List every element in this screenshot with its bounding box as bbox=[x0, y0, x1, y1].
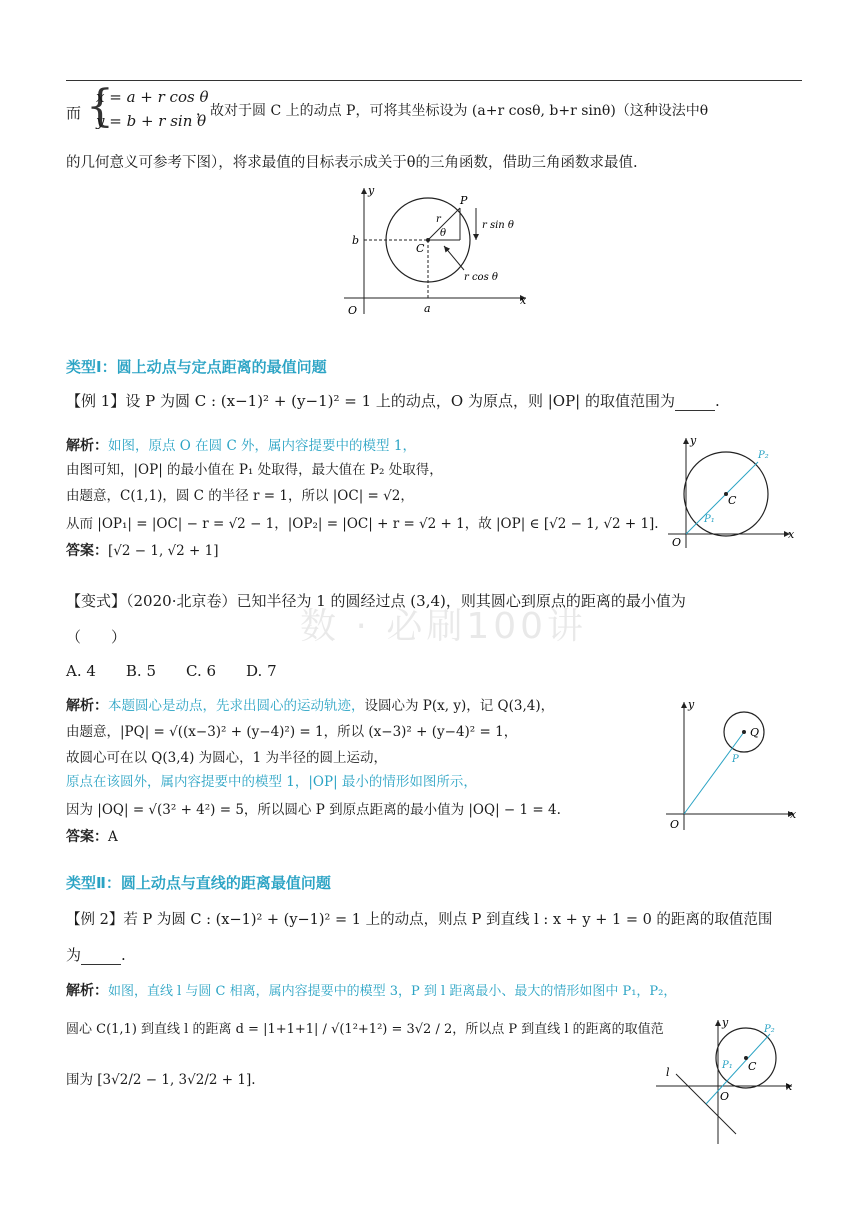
watermark: 数 · 必刷100讲 bbox=[300, 606, 588, 647]
sol2-line1 bbox=[66, 694, 554, 715]
sol3-line3: 围为 [3√2/2 − 1, 3√2/2 + 1]. bbox=[66, 1072, 256, 1088]
sol1-text1: 如图，原点 O 在圆 C 外，属内容提要中的模型 1， bbox=[108, 438, 416, 454]
top-rule bbox=[66, 80, 802, 81]
fig4-p1: P₁ bbox=[722, 1060, 733, 1071]
answer-blank bbox=[675, 392, 715, 411]
fig4-c: C bbox=[748, 1060, 757, 1073]
fig1-theta: θ bbox=[440, 228, 447, 239]
sol2-line2: 由题意，|PQ| = √((x−3)² + (y−4)²) = 1，所以 (x−3)² + (y−4)² = 1， bbox=[66, 724, 518, 740]
sol2-line3: 故圆心可在以 Q(3,4) 为圆心，1 为半径的圆上运动， bbox=[66, 750, 388, 766]
example2-text: 若 P 为圆 C : (x−1)² + (y−1)² = 1 上的动点，则点 P 到直线 l : x + y + 1 = 0 的距离的取值范围 bbox=[123, 912, 773, 928]
fig2-p1: P₁ bbox=[704, 514, 715, 525]
fig3-p: P bbox=[732, 754, 739, 765]
fig2-y: y bbox=[690, 434, 697, 447]
ans1 bbox=[66, 540, 218, 560]
parametric-figure bbox=[336, 184, 536, 324]
example1-tag: 【例 1】 bbox=[66, 392, 126, 410]
sol2-line4: 原点在该圆外，属内容提要中的模型 1，|OP| 最小的情形如图所示， bbox=[66, 774, 477, 790]
ans2-value: A bbox=[108, 829, 118, 845]
sol3-line2: 圆心 C(1,1) 到直线 l 的距离 d = |1+1+1| / √(1²+1²) = 3√2 / 2，所以点 P 到直线 l 的距离的取值范 bbox=[66, 1022, 664, 1037]
intro-prefix: 而 bbox=[66, 104, 82, 122]
sol1-line2: 由图可知，|OP| 的最小值在 P₁ 处取得，最大值在 P₂ 处取得， bbox=[66, 462, 443, 478]
variant-text: （2020·北京卷）已知半径为 1 的圆经过点 (3,4)，则其圆心到原点的距离的最小值为 bbox=[126, 592, 686, 610]
sol2-label: 解析： bbox=[66, 698, 108, 714]
sol3-text1: 如图，直线 l 与圆 C 相离，属内容提要中的模型 3，P 到 l 距离最小、最大的情形如图中 P₁，P₂， bbox=[108, 984, 677, 999]
fig1-r: r bbox=[436, 214, 441, 225]
variant-paren: （ ） bbox=[66, 628, 127, 646]
example2 bbox=[66, 908, 772, 929]
variant-tag: 【变式】 bbox=[66, 592, 127, 610]
variant-figure bbox=[662, 698, 802, 838]
example2-tag: 【例 2】 bbox=[66, 912, 124, 928]
fig1-c: C bbox=[416, 242, 425, 255]
param-eq-y: y = b + r sin θ bbox=[96, 112, 207, 130]
sol2-line5: 因为 |OQ| = √(3² + 4²) = 5，所以圆心 P 到原点距离的最小值为 |OQ| − 1 = 4. bbox=[66, 802, 561, 818]
example1 bbox=[66, 390, 720, 411]
fig1-rcos: r cos θ bbox=[464, 272, 498, 283]
fig2-c: C bbox=[728, 494, 737, 507]
example2-figure bbox=[654, 1016, 800, 1152]
fig3-o: O bbox=[670, 818, 680, 831]
fig2-o: O bbox=[672, 536, 682, 549]
fig1-rsin: r sin θ bbox=[482, 220, 514, 231]
ans1-label: 答案： bbox=[66, 543, 108, 559]
type2-heading: 类型Ⅱ：圆上动点与直线的距离最值问题 bbox=[66, 874, 331, 892]
example2-wei: 为 bbox=[66, 946, 82, 964]
sol2-text1b: 设圆心为 P(x, y)，记 Q(3,4)， bbox=[364, 698, 555, 714]
fig3-x: x bbox=[790, 808, 797, 821]
example1-end: . bbox=[715, 392, 720, 410]
sol1-line4: 从而 |OP₁| = |OC| − r = √2 − 1，|OP₂| = |OC| + r = √2 + 1，故 |OP| ∈ [√2 − 1, √2 + 1]. bbox=[66, 516, 659, 532]
intro-line2: 的几何意义可参考下图），将求最值的目标表示成关于θ的三角函数，借助三角函数求最值. bbox=[66, 155, 638, 171]
fig3-q: Q bbox=[750, 726, 760, 739]
answer-blank-2 bbox=[81, 946, 121, 965]
example2-line2 bbox=[66, 944, 126, 965]
fig4-y: y bbox=[722, 1016, 729, 1029]
ans2 bbox=[66, 826, 118, 846]
type1-heading: 类型Ⅰ：圆上动点与定点距离的最值问题 bbox=[66, 358, 327, 376]
example2-end: . bbox=[121, 946, 126, 964]
fig1-o: O bbox=[348, 304, 358, 317]
example1-figure bbox=[664, 434, 804, 554]
sol2-text1: 本题圆心是动点，先求出圆心的运动轨迹， bbox=[108, 698, 365, 714]
brace-glyph: { bbox=[86, 81, 114, 132]
fig4-o: O bbox=[720, 1090, 730, 1103]
param-eq-x: x = a + r cos θ bbox=[96, 88, 209, 106]
ans2-label: 答案： bbox=[66, 829, 108, 845]
example1-text: 设 P 为圆 C : (x−1)² + (y−1)² = 1 上的动点，O 为原点，则 |OP| 的取值范围为 bbox=[125, 392, 675, 410]
fig1-b: b bbox=[352, 234, 360, 247]
fig1-a: a bbox=[424, 302, 431, 315]
sol1-line3: 由题意，C(1,1)，圆 C 的半径 r = 1，所以 |OC| = √2， bbox=[66, 488, 414, 504]
sol1-label: 解析： bbox=[66, 438, 108, 454]
variant-options: A. 4 B. 5 C. 6 D. 7 bbox=[66, 662, 277, 680]
sol3-label: 解析： bbox=[66, 983, 108, 999]
fig1-y: y bbox=[368, 184, 375, 197]
fig1-p: P bbox=[460, 194, 468, 207]
fig2-x: x bbox=[788, 528, 795, 541]
fig4-x: x bbox=[786, 1080, 793, 1093]
sol1-line1 bbox=[66, 434, 416, 455]
sol3-line1 bbox=[66, 980, 676, 1000]
rcos-pointer bbox=[444, 246, 464, 270]
fig1-x: x bbox=[520, 294, 527, 307]
fig4-l: l bbox=[666, 1066, 670, 1079]
fig4-p2: P₂ bbox=[764, 1024, 775, 1035]
ans1-value: [√2 − 1, √2 + 1] bbox=[108, 543, 219, 559]
fig3-y: y bbox=[688, 698, 695, 711]
intro-line1: ，故对于圆 C 上的动点 P，可将其坐标设为 (a+r cosθ, b+r sinθ)（这种设法中θ bbox=[196, 103, 709, 119]
fig2-p2: P₂ bbox=[758, 450, 769, 461]
